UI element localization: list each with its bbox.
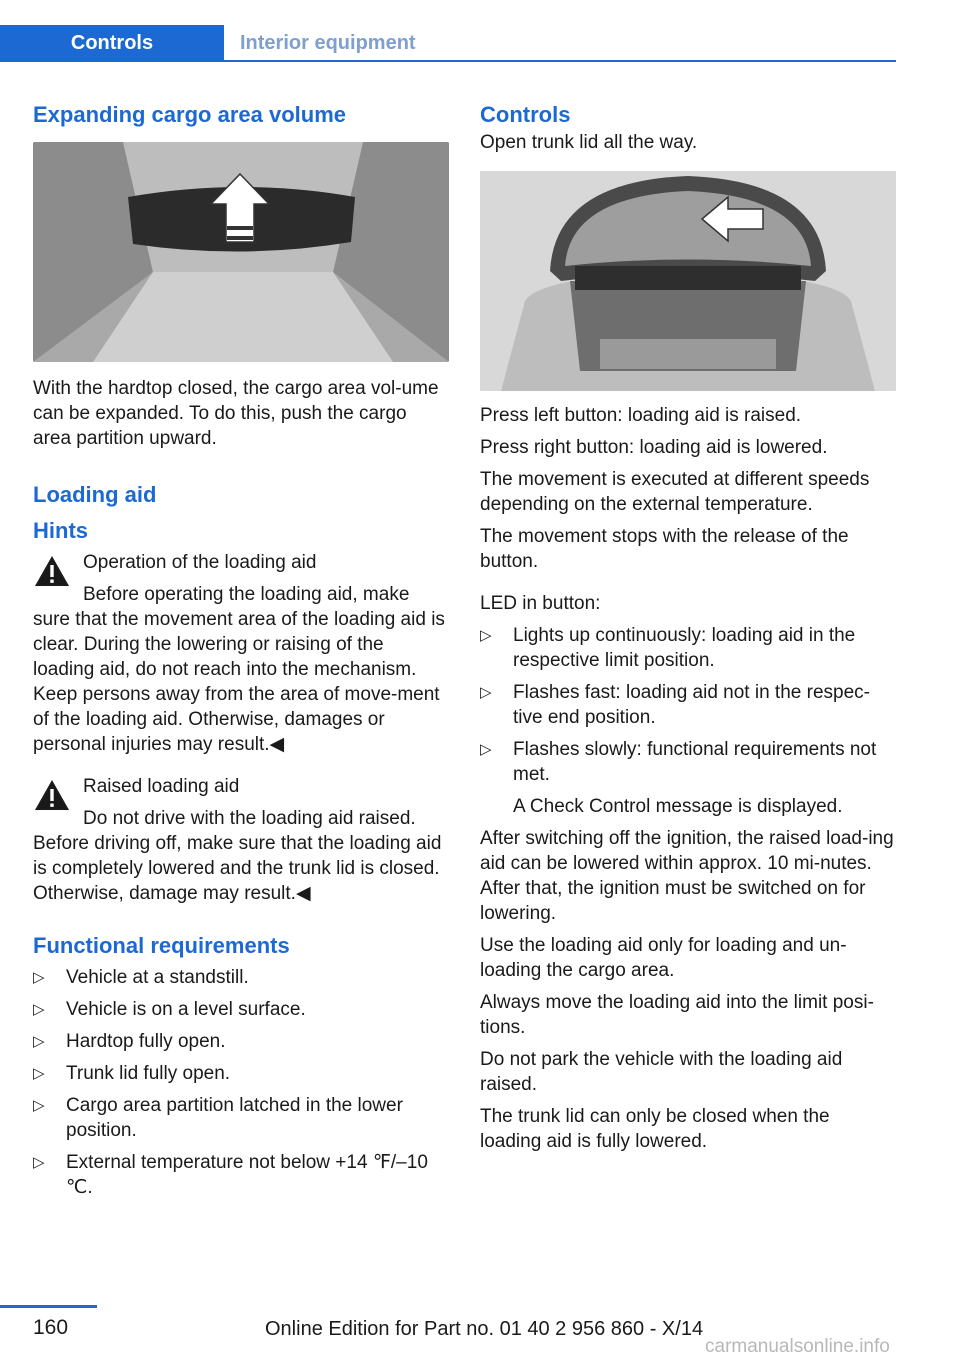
page-number: 160 [33, 1316, 69, 1339]
bullet-icon: ▷ [33, 1097, 45, 1114]
warning-raised-title: Raised loading aid [83, 776, 240, 797]
footer-rule [0, 1305, 97, 1308]
paragraph-expand: With the hardtop closed, the cargo area vol‐ume can be expanded. To do this, push the cargo area partition upward. [33, 378, 439, 449]
trunk-photo [480, 171, 896, 391]
paragraph-right-button: Press right button: loading aid is lowered. [480, 437, 828, 458]
warning-raised [33, 774, 449, 906]
bullet-icon: ▷ [33, 1001, 45, 1018]
tab-interior-equipment[interactable]: Interior equipment [240, 32, 416, 54]
right-column [480, 100, 896, 1161]
list-item: ▷ Trunk lid fully open. [33, 1063, 231, 1084]
cargo-area-photo [33, 142, 449, 362]
list-item: ▷ External temperature not below +14 ℉/–10 ℃. [33, 1152, 428, 1198]
watermark-text: carmanualsonline.info [705, 1336, 890, 1357]
paragraph-limit-positions: Always move the loading aid into the limit posi‐tions. [480, 992, 874, 1038]
edition-text: Online Edition for Part no. 01 40 2 956 860 - X/14 [265, 1318, 704, 1340]
list-item: ▷ Lights up continuously: loading aid in the respective limit position. [480, 625, 856, 671]
warning-raised-body: Do not drive with the loading aid raised. Before driving off, make sure that the loading aid is completely lowered and the trunk lid is closed. Otherwise, damage may result.◀ [33, 808, 442, 904]
list-item: ▷ Flashes fast: loading aid not in the respec‐tive end position. [480, 682, 870, 728]
heading-loading-aid: Loading aid [33, 482, 157, 507]
paragraph-after-ignition: After switching off the ignition, the raised load‐ing aid can be lowered within approx. 10 mi‐nutes. After that, the ignition must be switched on for lowering. [480, 828, 894, 924]
bullet-icon: ▷ [480, 684, 492, 701]
tab-controls[interactable]: Controls [0, 25, 224, 62]
warning-operation-body: Before operating the loading aid, make sure that the movement area of the loading aid is clear. During the lowering or raising of the loading aid, do not reach into the mechanism. Keep persons away from the area of move‐ment of the loading aid. Otherwise, damages or personal injuries may result.◀ [33, 584, 445, 755]
list-item: ▷ Vehicle at a standstill. [33, 967, 249, 988]
list-item: ▷ Flashes slowly: functional requirements not met. A Check Control message is displayed. [480, 737, 896, 819]
bullet-icon: ▷ [33, 969, 45, 986]
functional-requirements-list [33, 965, 449, 1200]
warning-operation-title: Operation of the loading aid [83, 552, 317, 573]
paragraph-trunk-closed: The trunk lid can only be closed when the loading aid is fully lowered. [480, 1106, 830, 1152]
cargo-photo-illustration [33, 142, 449, 362]
heading-hints: Hints [33, 518, 88, 543]
heading-controls: Controls [480, 102, 571, 127]
led-sub-note: A Check Control message is displayed. [513, 796, 843, 817]
paragraph-use: Use the loading aid only for loading and un‐loading the cargo area. [480, 935, 847, 981]
warning-icon [33, 778, 71, 812]
bullet-icon: ▷ [33, 1033, 45, 1050]
header-rule [0, 60, 896, 62]
bullet-icon: ▷ [33, 1154, 45, 1171]
paragraph-open-trunk: Open trunk lid all the way. [480, 132, 698, 153]
left-column [33, 100, 449, 1207]
heading-expanding-cargo: Expanding cargo area volume [33, 102, 346, 127]
bullet-icon: ▷ [480, 741, 492, 758]
paragraph-movement-stops: The movement stops with the release of the button. [480, 526, 849, 572]
led-list [480, 623, 896, 819]
paragraph-movement-speed: The movement is executed at different speeds depending on the external temperature. [480, 469, 870, 515]
warning-icon [33, 554, 71, 588]
warning-operation [33, 550, 449, 757]
list-item: ▷ Hardtop fully open. [33, 1031, 226, 1052]
bullet-icon: ▷ [33, 1065, 45, 1082]
list-item: ▷ Cargo area partition latched in the lower position. [33, 1095, 403, 1141]
paragraph-left-button: Press left button: loading aid is raised. [480, 405, 802, 426]
paragraph-park: Do not park the vehicle with the loading aid raised. [480, 1049, 843, 1095]
list-item: ▷ Vehicle is on a level surface. [33, 999, 306, 1020]
heading-functional-requirements: Functional requirements [33, 933, 290, 958]
paragraph-led: LED in button: [480, 593, 601, 614]
bullet-icon: ▷ [480, 627, 492, 644]
trunk-photo-illustration [480, 171, 896, 391]
